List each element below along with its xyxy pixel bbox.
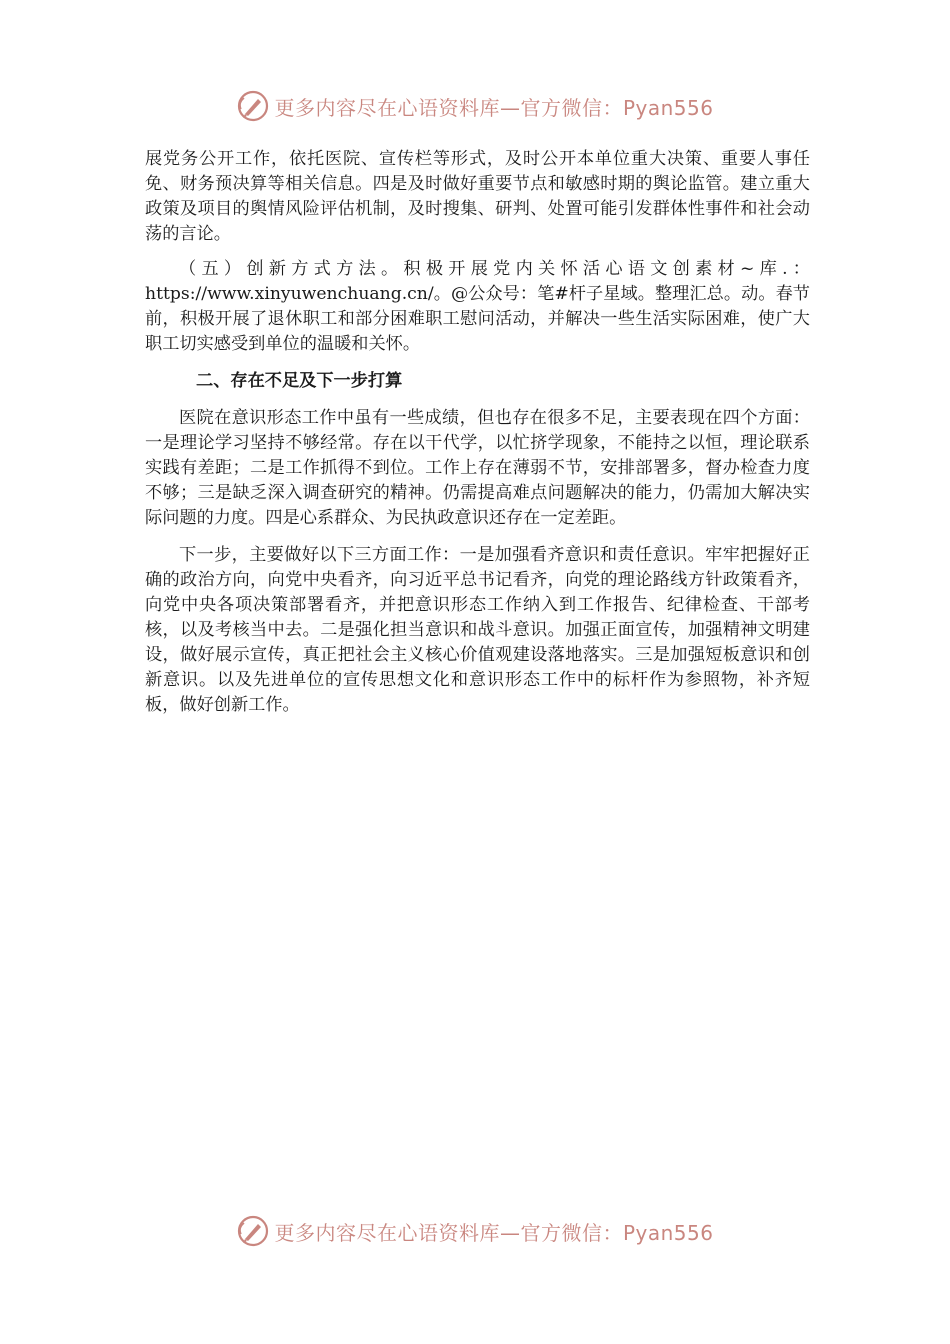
- section-heading: 二、存在不足及下一步打算: [196, 371, 403, 391]
- footer-watermark-text: 更多内容尽在心语资料库—官方微信：Pyan556: [274, 1220, 714, 1245]
- document-body: [145, 147, 810, 718]
- footer-watermark-banner: [0, 1211, 950, 1251]
- header-watermark-banner: [0, 86, 950, 126]
- pen-nib-icon: [236, 89, 270, 123]
- pen-nib-icon: [236, 1214, 270, 1248]
- header-watermark-text: 更多内容尽在心语资料库—官方微信：Pyan556: [274, 95, 714, 120]
- paragraph-party-affairs: 展党务公开工作，依托医院、宣传栏等形式，及时公开本单位重大决策、重要人事任免、财务预决算等相关信息。四是及时做好重要节点和敏感时期的舆论监管。建立重大政策及项目的舆情风险评估机制，及时搜集、研判、处置可能引发群体性事件和社会动荡的言论。: [145, 149, 810, 244]
- paragraph-next-steps: 下一步，主要做好以下三方面工作：一是加强看齐意识和责任意识。牢牢把握好正确的政治方向，向党中央看齐，向习近平总书记看齐，向党的理论路线方针政策看齐，向党中央各项决策部署看齐，并把意识形态工作纳入到工作报告、纪律检查、干部考核，以及考核当中去。二是强化担当意识和战斗意识。加强正面宣传，加强精神文明建设，做好展示宣传，真正把社会主义核心价值观建设落地落实。三是加强短板意识和创新意识。以及先进单位的宣传思想文化和意识形态工作中的标杆作为参照物，补齐短板，做好创新工作。: [145, 545, 810, 715]
- paragraph-shortcomings: 医院在意识形态工作中虽有一些成绩，但也存在很多不足，主要表现在四个方面：一是理论学习坚持不够经常。存在以干代学，以忙挤学现象，不能持之以恒，理论联系实践有差距；二是工作抓得不到位。工作上存在薄弱不节，安排部署多，督办检查力度不够；三是缺乏深入调查研究的精神。仍需提高难点问题解决的能力，仍需加大解决实际问题的力度。四是心系群众、为民执政意识还存在一定差距。: [145, 408, 810, 528]
- paragraph-innovation: （五）创新方式方法。积极开展党内关怀活心语文创素材~库.：https://www.xinyuwenchuang.cn/。@公众号：笔#杆子星域。整理汇总。动。春节前，积极开展了退休职工和部分困难职工慰问活动，并解决一些生活实际困难，使广大职工切实感受到单位的温暖和关怀。: [145, 259, 810, 354]
